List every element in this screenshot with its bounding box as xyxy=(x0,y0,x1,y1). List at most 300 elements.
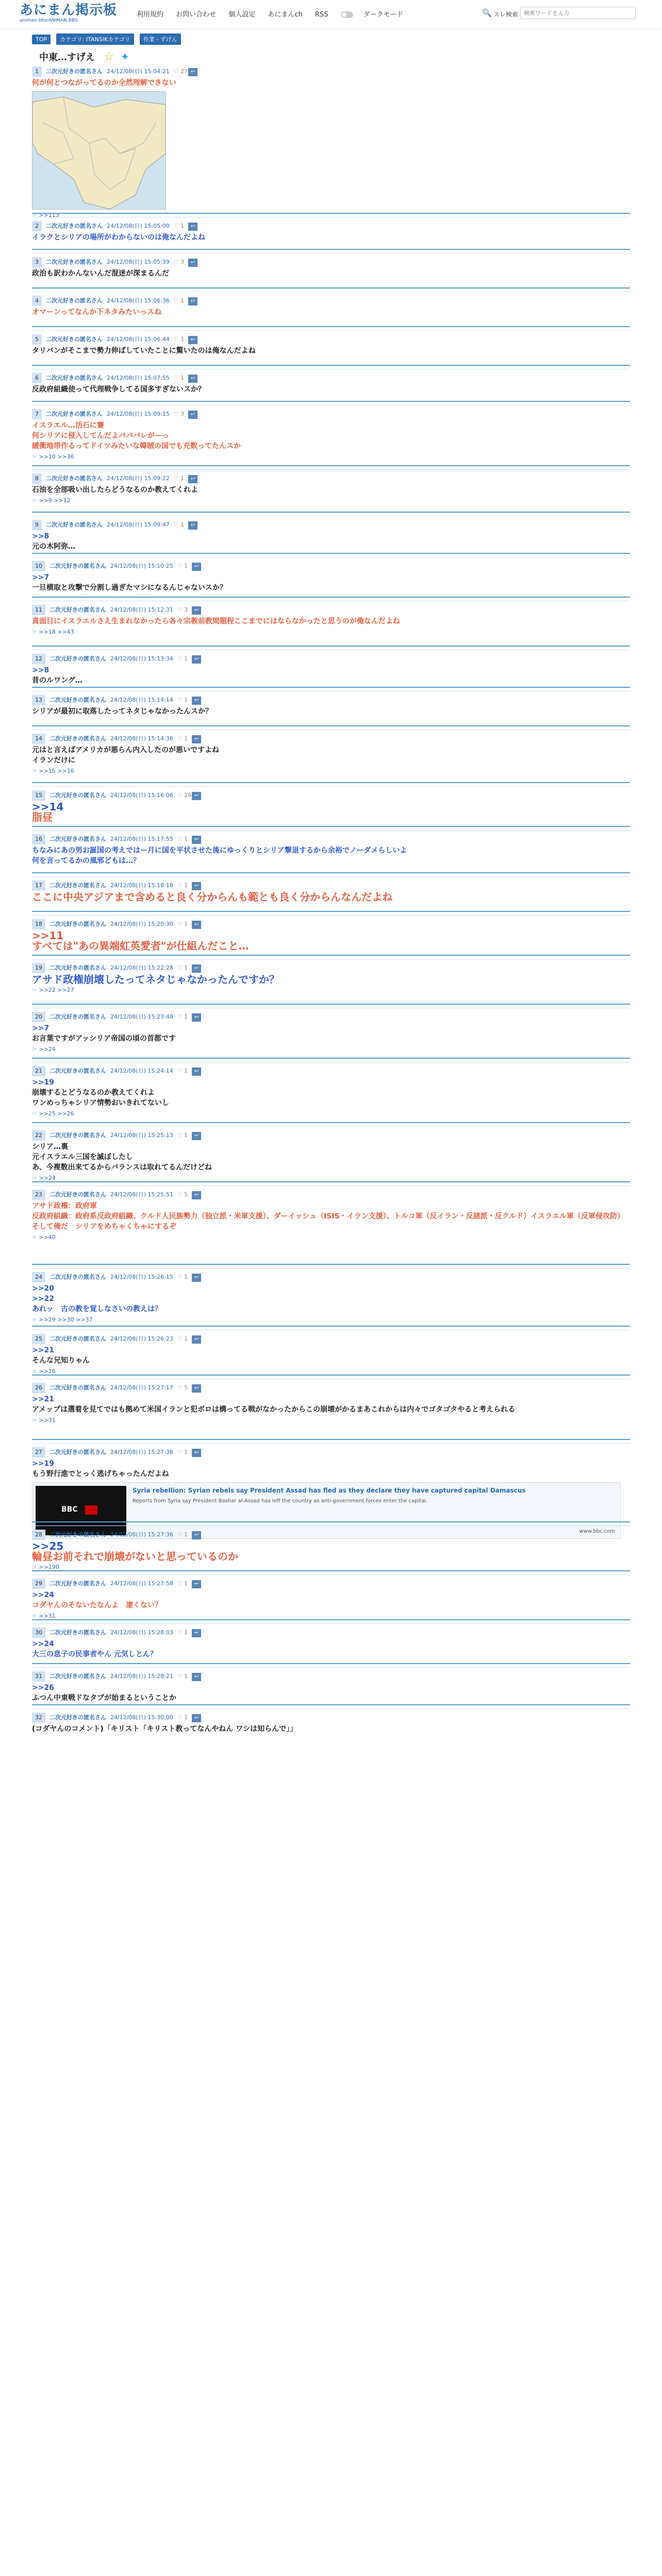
post-date: 24/12/08(日) 15:10:25 xyxy=(110,563,173,569)
breadcrumb-thread[interactable]: 作業 - ずげん xyxy=(140,33,181,45)
post xyxy=(32,605,630,635)
reply-anchors[interactable]: ☞ >>10 >>36 xyxy=(32,453,74,460)
favorite-star-icon[interactable]: ☆ xyxy=(104,50,114,63)
post-header xyxy=(32,1713,630,1723)
post-line: 一旦横取と攻撃で分割し過ぎたマシになるんじゃないスか？ xyxy=(32,584,227,592)
reply-button[interactable]: ↩ xyxy=(192,1580,201,1588)
like-count[interactable]: ♡ 1 xyxy=(177,1335,188,1342)
post-date: 24/12/08(日) 15:06:44 xyxy=(107,336,170,343)
post-body xyxy=(32,485,630,495)
post xyxy=(32,880,630,902)
post-header xyxy=(32,1190,630,1200)
post-line: すべては"あの異端虹英愛者"が仕組んだこと… xyxy=(32,940,249,952)
reply-anchor-links[interactable]: >>24 xyxy=(39,1046,56,1053)
post-line: >>11 xyxy=(32,929,64,942)
post-number[interactable]: 19 xyxy=(32,963,45,973)
reply-anchors[interactable]: ☞ >>18 >>43 xyxy=(32,629,74,635)
post-number[interactable]: 28 xyxy=(32,1530,45,1540)
post-body xyxy=(32,384,630,395)
post-date: 24/12/08(日) 15:05:39 xyxy=(107,259,170,265)
post-body xyxy=(32,892,630,902)
poster-name: 二次元好きの匿名さん xyxy=(49,1335,106,1342)
post-date: 24/12/08(日) 15:27:58 xyxy=(110,1580,173,1587)
post-body xyxy=(32,1142,630,1173)
like-count[interactable]: ♡ 1 xyxy=(173,297,185,304)
like-count-value: 1 xyxy=(184,655,188,662)
dark-mode-label: ダークモード xyxy=(363,11,404,19)
post-separator xyxy=(32,365,630,369)
post-header xyxy=(32,473,630,484)
like-count[interactable]: ♡ 5 xyxy=(177,1384,188,1391)
like-count[interactable]: ♡ 3 xyxy=(177,606,188,613)
post-date: 24/12/08(日) 15:23:48 xyxy=(110,1013,173,1020)
post-header xyxy=(32,296,630,306)
reply-button[interactable]: ↩ xyxy=(192,1449,201,1457)
post-body xyxy=(32,268,630,279)
like-count-value: 1 xyxy=(184,1673,188,1680)
like-count-value: 1 xyxy=(184,1580,188,1587)
post-number[interactable]: 1 xyxy=(32,66,42,77)
like-count[interactable]: ♡ 1 xyxy=(173,521,185,528)
post xyxy=(32,734,630,774)
like-count[interactable]: ♡ 1 xyxy=(177,655,188,662)
poster-name: 二次元好きの匿名さん xyxy=(46,375,103,381)
reply-anchors[interactable]: ☞ >>113 xyxy=(32,212,59,218)
reply-button[interactable]: ↩ xyxy=(192,606,201,615)
poster-name: 二次元好きの匿名さん xyxy=(49,1067,106,1074)
post-body xyxy=(32,572,630,593)
reply-button[interactable]: ↩ xyxy=(192,882,201,890)
like-count[interactable]: ♡ 1 xyxy=(177,563,188,569)
like-count[interactable]: ♡ 1 xyxy=(173,223,185,229)
post xyxy=(32,1383,630,1423)
post-header xyxy=(32,1334,630,1344)
search-input[interactable] xyxy=(520,7,636,19)
like-count[interactable]: ♡ 1 xyxy=(177,1132,188,1139)
like-count-value: 26 xyxy=(184,792,192,799)
like-count[interactable]: ♡ 1 xyxy=(177,1013,188,1020)
post xyxy=(32,1190,630,1241)
reply-anchor-links[interactable]: >>24 xyxy=(39,1175,56,1181)
post-line: 緩衝地帯作るってドイツみたいな韓賊の国でも充数ってたんスか xyxy=(32,442,241,450)
like-count[interactable]: ♡ 5 xyxy=(177,1191,188,1198)
post-line: コダヤんのそないたなんよ 凄くない？ xyxy=(32,1601,162,1609)
post-body xyxy=(32,1345,630,1366)
reply-anchors[interactable]: ☞ >>40 xyxy=(32,1234,56,1241)
post-number[interactable]: 26 xyxy=(32,1383,45,1393)
reply-anchor-links[interactable]: >>10 >>36 xyxy=(39,453,74,460)
post xyxy=(32,1530,630,1570)
poster-name: 二次元好きの匿名さん xyxy=(49,1274,106,1280)
post-header xyxy=(32,1383,630,1393)
post-number[interactable]: 18 xyxy=(32,919,45,929)
post-header xyxy=(32,654,630,664)
reply-anchors[interactable]: ☞ >>29 >>30 >>37 xyxy=(32,1316,93,1323)
post-line: 大三の息子の民事者やん 元気しとん？ xyxy=(32,1650,157,1658)
post-number[interactable]: 5 xyxy=(32,334,42,345)
post-line: タリバンがそこまで勢力伸ばしていたことに驚いたのは俺なんだよね xyxy=(32,347,256,355)
post-number[interactable]: 12 xyxy=(32,654,45,664)
reply-button[interactable]: ↩ xyxy=(188,223,197,231)
like-count-value: 1 xyxy=(184,563,188,569)
post-separator xyxy=(32,725,630,730)
post-line: 輪昼お前それで崩壊がないと思っているのか xyxy=(32,1550,238,1563)
post-body xyxy=(32,616,630,626)
like-count[interactable]: ♡ 1 xyxy=(177,1274,188,1280)
nav-terms[interactable]: 利用規約 xyxy=(137,11,164,19)
post-date: 24/12/08(日) 15:28:03 xyxy=(110,1629,173,1636)
like-count-value: 3 xyxy=(184,606,188,613)
post-separator xyxy=(32,1619,630,1624)
post-header xyxy=(32,221,630,231)
logo-subtext: animan bbs/ANIMAN BBS xyxy=(20,18,78,23)
post-date: 24/12/08(日) 15:14:36 xyxy=(110,735,173,742)
like-count[interactable]: ♡ 1 xyxy=(177,921,188,927)
dark-mode-toggle[interactable] xyxy=(341,9,413,19)
post-number[interactable]: 14 xyxy=(32,734,45,744)
post-number[interactable]: 3 xyxy=(32,257,42,267)
reply-button[interactable]: ↩ xyxy=(188,68,197,76)
reply-button[interactable]: ↩ xyxy=(192,1132,201,1140)
post-line: そんな兄知りゃん xyxy=(32,1357,90,1365)
like-count[interactable]: ♡ 1 xyxy=(177,1714,188,1721)
post-number[interactable]: 16 xyxy=(32,834,45,844)
post-line: 元の木阿弥… xyxy=(32,543,75,551)
post-separator xyxy=(32,1663,630,1668)
post-separator xyxy=(32,401,630,405)
poster-name: 二次元好きの匿名さん xyxy=(46,521,103,528)
reply-anchors[interactable]: ☞ >>24 xyxy=(32,1046,56,1053)
post-number[interactable]: 15 xyxy=(32,790,45,801)
nav-contact[interactable]: お問い合わせ xyxy=(176,11,217,19)
reply-button[interactable]: ↩ xyxy=(192,964,201,973)
reply-button[interactable]: ↩ xyxy=(192,697,201,705)
post-line: 反政府組織：政府系反政府組織、クルド人民族勢力（独立派・米軍支援）、ダーイッシュ（ISIS・イラン支援）、トルコ軍（反イラン・反諸派・反クルド）イスラエル軍（反軍侵攻防） xyxy=(32,1212,625,1221)
poster-name: 二次元好きの匿名さん xyxy=(49,1449,106,1455)
poster-name: 二次元好きの匿名さん xyxy=(46,223,103,229)
reply-anchors[interactable]: ☞ >>31 xyxy=(32,1613,56,1619)
reply-button[interactable]: ↩ xyxy=(192,921,201,929)
reply-button[interactable]: ↩ xyxy=(192,1335,201,1344)
post-line: シリア…裏 xyxy=(32,1143,68,1151)
reply-button[interactable]: ↩ xyxy=(192,1714,201,1722)
reply-anchors[interactable]: ☞ >>31 xyxy=(32,1417,56,1423)
like-count[interactable]: ♡ 1 xyxy=(173,336,185,343)
like-count[interactable]: ♡ 3 xyxy=(173,411,185,417)
search-icon[interactable]: 🔍 xyxy=(482,8,492,18)
breadcrumb-category[interactable]: カテゴリ: ITANSIKカテゴリ xyxy=(56,33,134,45)
like-count[interactable]: ♡ 27 xyxy=(173,68,188,75)
post-line: イスラエル…活石に賽 xyxy=(32,421,104,430)
post xyxy=(32,409,630,460)
reply-anchor-links[interactable]: >>15 >>16 xyxy=(39,768,74,774)
post-number[interactable]: 32 xyxy=(32,1713,45,1723)
post-body xyxy=(32,974,630,985)
reply-anchor-links[interactable]: >>31 xyxy=(39,1613,56,1619)
post xyxy=(32,654,630,686)
post-line: 何が何とつながってるのか全然理解できない xyxy=(32,79,176,87)
post-number[interactable]: 27 xyxy=(32,1447,45,1458)
like-count[interactable]: ♡ 26 xyxy=(177,792,192,799)
post-line: 崩壊するとどうなるのか教えてくれよ xyxy=(32,1089,155,1097)
post-number[interactable]: 10 xyxy=(32,561,45,571)
post-separator xyxy=(32,1704,630,1709)
breadcrumb-top[interactable]: TOP xyxy=(32,35,51,44)
post-number[interactable]: 23 xyxy=(32,1190,45,1200)
site-logo[interactable] xyxy=(20,3,117,24)
post-separator xyxy=(32,1326,630,1330)
post xyxy=(32,520,630,552)
reply-anchors[interactable]: ☞ >>25 >>26 xyxy=(32,1110,74,1117)
reply-button[interactable]: ↩ xyxy=(192,1531,201,1539)
post xyxy=(32,1579,630,1619)
post xyxy=(32,919,630,951)
post-header xyxy=(32,520,630,530)
toggle-switch[interactable] xyxy=(341,11,353,18)
post-header xyxy=(32,334,630,345)
poster-name: 二次元好きの匿名さん xyxy=(49,1013,106,1020)
nav-animanch[interactable]: あにまんch xyxy=(268,11,303,19)
search-label: スレ検索 xyxy=(493,11,519,18)
post-line: >>19 xyxy=(32,1078,54,1087)
post-separator xyxy=(32,1521,630,1526)
post-number[interactable]: 25 xyxy=(32,1334,45,1344)
reply-anchor-links[interactable]: >>40 xyxy=(39,1234,56,1241)
post-number[interactable]: 20 xyxy=(32,1012,45,1022)
post-number[interactable]: 24 xyxy=(32,1272,45,1282)
reply-button[interactable]: ↩ xyxy=(192,563,201,571)
post-separator xyxy=(32,1004,630,1008)
post-line: ちなみにあの男お誕国の考えではー月に国を平状させた後にゆっくりとシリア撃退するから余裕でノーダメらしいよ xyxy=(32,846,407,855)
post-header xyxy=(32,919,630,929)
reply-button[interactable]: ↩ xyxy=(192,836,201,844)
post-body xyxy=(32,1201,630,1232)
poster-name: 二次元好きの匿名さん xyxy=(46,336,103,343)
news-title[interactable]: Syria rebellion: Syrian rebels say President Assad has fled as they declare they have captured capital Damascus xyxy=(133,1487,526,1494)
reply-button[interactable]: ↩ xyxy=(192,1384,201,1393)
post-number[interactable]: 13 xyxy=(32,695,45,705)
post-number[interactable]: 21 xyxy=(32,1066,45,1076)
reply-anchors[interactable]: ☞ >>24 xyxy=(32,1175,56,1181)
post-date: 24/12/08(日) 15:25:51 xyxy=(110,1191,173,1198)
poster-name: 二次元好きの匿名さん xyxy=(46,297,103,304)
like-count[interactable]: ♡ 1 xyxy=(173,475,185,482)
news-brand: BBC xyxy=(61,1505,78,1514)
like-count[interactable]: ♡ 1 xyxy=(177,735,188,742)
reply-button[interactable]: ↩ xyxy=(188,259,197,267)
post-date: 24/12/08(日) 15:20:30 xyxy=(110,921,173,927)
header-nav xyxy=(137,9,424,19)
reply-anchor-links[interactable]: >>113 xyxy=(39,212,59,218)
post-header xyxy=(32,605,630,615)
post-separator xyxy=(32,249,630,253)
post-line: >>20 xyxy=(32,1284,54,1293)
reply-anchors[interactable]: ☞ >>190 xyxy=(32,1564,59,1570)
post-line: 真面目にイスラエルさえ生まれなかったら各々宗教前教間題程ここまでにはならなかったと思うのが俺なんだよね xyxy=(32,617,400,625)
thread-title-row xyxy=(39,50,662,66)
post-number[interactable]: 8 xyxy=(32,473,42,484)
reply-anchor-links[interactable]: >>29 >>30 >>37 xyxy=(39,1316,93,1323)
post-line: >>25 xyxy=(32,1540,64,1552)
post-line: 元イスラエル三国を滅ぼしたし xyxy=(32,1153,133,1161)
post-date: 24/12/08(日) 15:28:21 xyxy=(110,1673,173,1680)
post-number[interactable]: 11 xyxy=(32,605,45,615)
reply-anchor-links[interactable]: >>190 xyxy=(39,1564,59,1570)
post-date: 24/12/08(日) 15:17:55 xyxy=(110,836,173,842)
reply-anchors[interactable]: ☞ >>26 xyxy=(32,1368,56,1375)
poster-name: 二次元好きの匿名さん xyxy=(49,655,106,662)
post-body xyxy=(32,1683,630,1703)
post-line: 何を言ってるかの風邪どもは…？ xyxy=(32,857,140,865)
reply-button[interactable]: ↩ xyxy=(192,1067,201,1076)
post-number[interactable]: 7 xyxy=(32,409,42,419)
post xyxy=(32,695,630,717)
like-count-value: 1 xyxy=(184,1013,188,1020)
post-line: >>14 xyxy=(32,801,64,813)
reply-button[interactable]: ↩ xyxy=(188,475,197,483)
reply-button[interactable]: ↩ xyxy=(188,297,197,306)
news-url: www.bbc.com xyxy=(579,1529,615,1534)
post-number[interactable]: 31 xyxy=(32,1671,45,1682)
post-separator xyxy=(32,1181,630,1186)
like-count[interactable]: ♡ 1 xyxy=(177,1067,188,1074)
post-number[interactable]: 9 xyxy=(32,520,42,530)
post-number[interactable]: 6 xyxy=(32,373,42,383)
post-number[interactable]: 4 xyxy=(32,296,42,306)
like-count-value: 1 xyxy=(184,1335,188,1342)
post-line: >>19 xyxy=(32,1460,54,1468)
nav-settings[interactable]: 個人設定 xyxy=(228,11,256,19)
post-date: 24/12/08(日) 15:27:36 xyxy=(110,1531,173,1538)
post-line: お言葉ですがアッシリア帝国の頃の首都です xyxy=(32,1035,176,1043)
post-number[interactable]: 2 xyxy=(32,221,42,231)
top-bar xyxy=(0,0,662,29)
reply-anchor-links[interactable]: >>31 xyxy=(39,1417,56,1423)
news-brand-mark xyxy=(85,1505,97,1515)
reply-anchor-links[interactable]: >>22 >>27 xyxy=(39,987,74,993)
like-count-value: 1 xyxy=(184,964,188,971)
like-count-value: 1 xyxy=(184,836,188,842)
like-count[interactable]: ♡ 1 xyxy=(177,1449,188,1455)
post-body xyxy=(32,307,630,317)
post-header xyxy=(32,834,630,844)
like-count[interactable]: ♡ 1 xyxy=(173,375,185,381)
post-body xyxy=(32,1590,630,1611)
post xyxy=(32,1671,630,1703)
post-separator xyxy=(32,1570,630,1575)
post-body xyxy=(32,1639,630,1659)
reply-button[interactable]: ↩ xyxy=(188,336,197,344)
like-count[interactable]: ♡ 1 xyxy=(177,964,188,971)
like-count-value: 1 xyxy=(184,735,188,742)
like-count-value: 1 xyxy=(180,375,185,381)
like-count[interactable]: ♡ 1 xyxy=(177,836,188,842)
map-image[interactable] xyxy=(32,91,166,210)
post-body xyxy=(32,1541,630,1562)
reply-button[interactable]: ↩ xyxy=(192,792,201,800)
reply-anchors[interactable]: ☞ >>9 >>12 xyxy=(32,497,71,504)
like-count[interactable]: ♡ 1 xyxy=(177,697,188,703)
nav-rss[interactable]: RSS xyxy=(315,11,328,19)
reply-button[interactable]: ↩ xyxy=(192,1191,201,1199)
post-separator xyxy=(32,911,630,916)
reply-button[interactable]: ↩ xyxy=(188,411,197,419)
reply-anchor-links[interactable]: >>25 >>26 xyxy=(39,1110,74,1117)
like-count-value: 1 xyxy=(184,1274,188,1280)
reply-anchor-links[interactable]: >>26 xyxy=(39,1368,56,1375)
like-count[interactable]: ♡ 1 xyxy=(177,882,188,889)
post xyxy=(32,473,630,504)
post-date: 24/12/08(日) 15:16:06 xyxy=(110,792,173,799)
reply-anchors[interactable]: ☞ >>15 >>16 xyxy=(32,768,74,774)
post-line: >>7 xyxy=(32,573,49,582)
reply-anchor-links[interactable]: >>9 >>12 xyxy=(39,497,71,504)
post-date: 24/12/08(日) 15:04:21 xyxy=(107,68,170,75)
post-number[interactable]: 22 xyxy=(32,1130,45,1141)
search-area xyxy=(482,7,637,20)
reply-button[interactable]: ↩ xyxy=(192,655,201,664)
post-number[interactable]: 30 xyxy=(32,1628,45,1638)
reply-button[interactable]: ↩ xyxy=(192,1629,201,1637)
post xyxy=(32,1130,630,1181)
like-count-value: 1 xyxy=(184,1531,188,1538)
like-count[interactable]: ♡ 1 xyxy=(177,1580,188,1587)
reply-button[interactable]: ↩ xyxy=(188,375,197,383)
post-body xyxy=(32,930,630,951)
reply-button[interactable]: ↩ xyxy=(192,1013,201,1022)
post-header xyxy=(32,1579,630,1589)
reply-anchors[interactable]: ☞ >>22 >>27 xyxy=(32,987,74,993)
reply-button[interactable]: ↩ xyxy=(192,1274,201,1282)
like-count-value: 1 xyxy=(180,297,185,304)
like-count[interactable]: ♡ 1 xyxy=(177,1673,188,1680)
post xyxy=(32,1713,630,1734)
post-separator xyxy=(32,553,630,557)
reply-button[interactable]: ↩ xyxy=(192,1673,201,1681)
like-count-value: 1 xyxy=(184,882,188,889)
post-line: 反政府組織使って代理戦争してる国多すぎないスか？ xyxy=(32,385,205,394)
post-number[interactable]: 17 xyxy=(32,880,45,891)
like-count[interactable]: ♡ 3 xyxy=(173,259,185,265)
post-header xyxy=(32,1530,630,1540)
twitter-share-icon[interactable]: ✦ xyxy=(120,50,129,63)
like-count-value: 27 xyxy=(180,68,188,75)
post-line: 元はと言えばアメリカが悪らん内入したのが悪いですよね xyxy=(32,746,220,754)
post-separator xyxy=(32,1122,630,1127)
like-count[interactable]: ♡ 1 xyxy=(177,1531,188,1538)
like-count[interactable]: ♡ 1 xyxy=(177,1629,188,1636)
post-header xyxy=(32,880,630,891)
post-header xyxy=(32,409,630,419)
post-body xyxy=(32,802,630,822)
post-body xyxy=(32,1077,630,1108)
post-date: 24/12/08(日) 15:26:23 xyxy=(110,1335,173,1342)
post xyxy=(32,296,630,317)
poster-name: 二次元好きの匿名さん xyxy=(46,259,103,265)
post-number[interactable]: 29 xyxy=(32,1579,45,1589)
post-date: 24/12/08(日) 15:12:31 xyxy=(110,606,173,613)
post xyxy=(32,1066,630,1117)
post-line: >>8 xyxy=(32,666,49,674)
post-body xyxy=(32,1023,630,1044)
reply-button[interactable]: ↩ xyxy=(188,521,197,530)
reply-anchor-links[interactable]: >>18 >>43 xyxy=(39,629,74,635)
like-count-value: 1 xyxy=(180,521,185,528)
reply-button[interactable]: ↩ xyxy=(192,735,201,743)
post-separator xyxy=(32,1058,630,1062)
poster-name: 二次元好きの匿名さん xyxy=(49,1384,106,1391)
like-count-value: 1 xyxy=(184,1067,188,1074)
